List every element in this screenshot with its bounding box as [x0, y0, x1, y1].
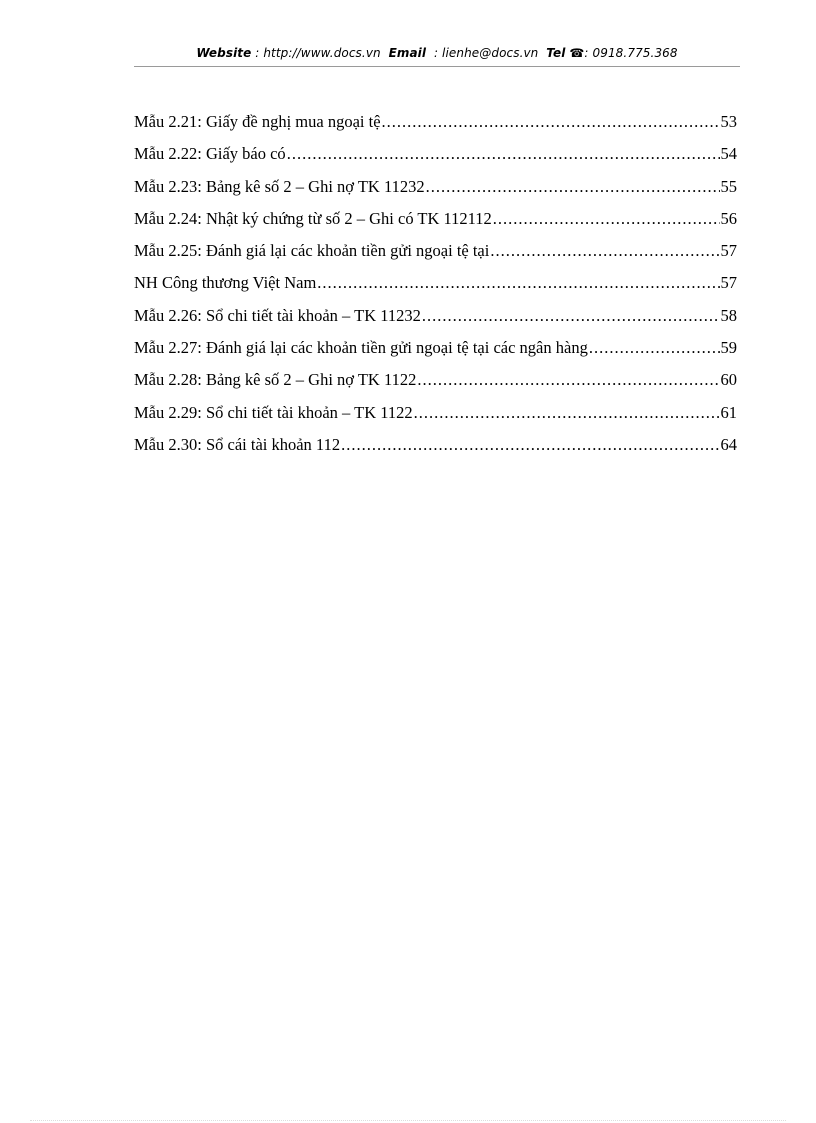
toc-entry-label: Mẫu 2.24: Nhật ký chứng từ số 2 – Ghi có TK 112112 — [134, 208, 492, 228]
toc-entry-page: 54 — [720, 144, 737, 164]
toc-entry[interactable] — [134, 108, 737, 140]
dot-leader — [417, 366, 719, 394]
toc-entry-page: 59 — [720, 338, 737, 358]
toc-entry-label: Mẫu 2.21: Giấy đề nghị mua ngoại tệ — [134, 112, 381, 131]
dot-leader — [341, 431, 719, 459]
toc-entry[interactable] — [134, 334, 737, 366]
toc-entry-label: Mẫu 2.23: Bảng kê số 2 – Ghi nợ TK 11232 — [134, 176, 425, 196]
dot-leader — [414, 399, 720, 427]
toc-entry-page: 60 — [720, 370, 737, 390]
toc-entry-page: 58 — [720, 305, 737, 325]
website-label: Website — [196, 46, 252, 60]
dot-leader — [589, 334, 720, 362]
toc-entry-page: 53 — [720, 112, 737, 131]
dot-leader — [287, 140, 720, 168]
dot-leader — [426, 173, 720, 201]
toc-entry-label: Mẫu 2.28: Bảng kê số 2 – Ghi nợ TK 1122 — [134, 370, 417, 390]
tel-label: Tel — [546, 46, 566, 60]
toc-entry-page: 57 — [720, 273, 737, 293]
toc-entry-label: Mẫu 2.26: Sổ chi tiết tài khoản – TK 11232 — [134, 305, 421, 325]
toc-entry-label: Mẫu 2.27: Đánh giá lại các khoản tiền gửi ngoại tệ tại các ngân hàng — [134, 338, 588, 358]
toc-entry-page: 57 — [720, 241, 737, 261]
toc-entry[interactable] — [134, 205, 737, 237]
toc-entry[interactable] — [134, 431, 737, 463]
toc-entry-label: Mẫu 2.22: Giấy báo có — [134, 144, 286, 164]
phone-icon: ☎ — [569, 46, 585, 60]
toc-entry[interactable] — [134, 237, 737, 269]
toc-entry[interactable] — [134, 173, 737, 205]
dot-leader — [382, 108, 720, 136]
toc-entry[interactable] — [134, 269, 737, 301]
toc-entry-page: 61 — [720, 402, 737, 422]
dot-leader — [490, 237, 719, 265]
email-label: Email — [388, 46, 427, 60]
toc-entry[interactable] — [134, 399, 737, 431]
tel-value: : 0918.775.368 — [584, 46, 678, 60]
toc-entry-label: Mẫu 2.29: Sổ chi tiết tài khoản – TK 1122 — [134, 402, 413, 422]
page-header — [134, 46, 740, 60]
table-of-contents — [134, 108, 737, 463]
email-value[interactable]: : lienhe@docs.vn — [433, 46, 539, 60]
toc-entry-page: 55 — [720, 176, 737, 196]
footer-divider — [30, 1120, 786, 1121]
toc-entry-label: NH Công thương Việt Nam — [134, 273, 317, 293]
toc-entry-label: Mẫu 2.25: Đánh giá lại các khoản tiền gửi ngoại tệ tại — [134, 241, 490, 261]
dot-leader — [422, 302, 720, 330]
dot-leader — [493, 205, 720, 233]
toc-entry[interactable] — [134, 366, 737, 398]
toc-entry-page: 64 — [720, 434, 737, 454]
toc-entry[interactable] — [134, 140, 737, 172]
toc-entry[interactable] — [134, 302, 737, 334]
dot-leader — [317, 269, 719, 297]
toc-entry-label: Mẫu 2.30: Sổ cái tài khoản 112 — [134, 434, 341, 454]
toc-entry-page: 56 — [720, 208, 737, 228]
header-divider — [134, 66, 740, 67]
website-value[interactable]: : http://www.docs.vn — [255, 46, 381, 60]
